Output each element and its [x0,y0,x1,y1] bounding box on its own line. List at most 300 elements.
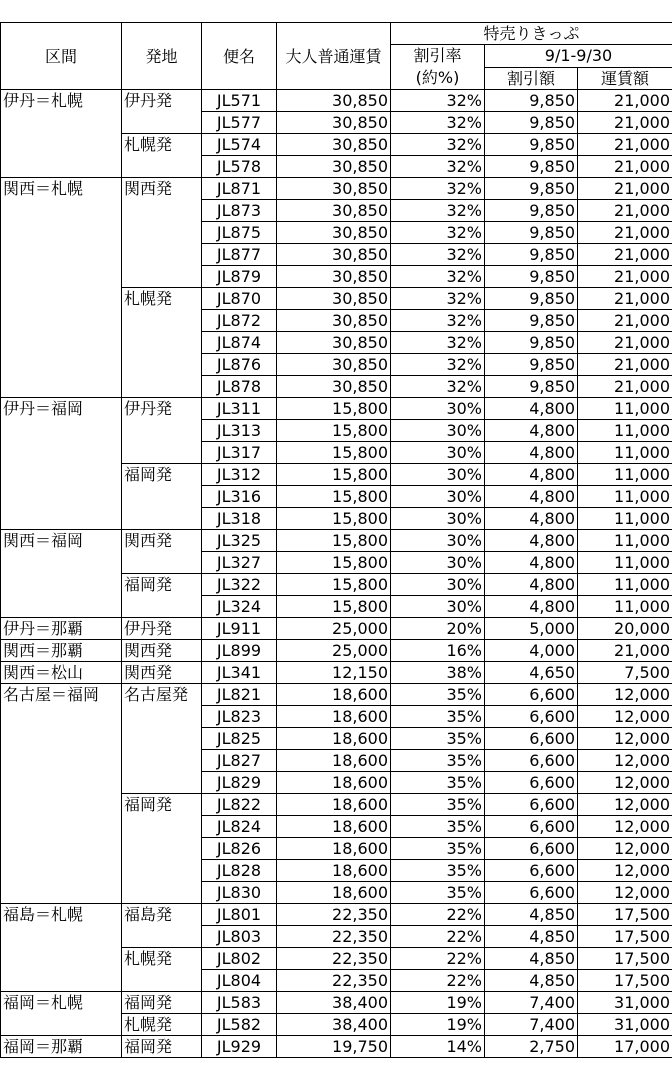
adult-fare-cell: 18,600 [277,750,391,772]
fare-amount-cell: 17,500 [578,904,672,926]
table-row [1,376,672,398]
section-cell: 福島＝札幌 [1,904,122,926]
flight-cell: JL327 [202,552,277,574]
section-cell [1,156,122,178]
flight-cell: JL822 [202,794,277,816]
table-row [1,882,672,904]
header-discount-rate-line2: (約%) [393,67,482,89]
discount-amount-cell: 4,800 [485,420,578,442]
flight-cell: JL311 [202,398,277,420]
fare-amount-cell: 21,000 [578,244,672,266]
table-row [1,926,672,948]
fare-amount-cell: 21,000 [578,222,672,244]
origin-cell: 名古屋発 [122,684,202,706]
fare-amount-cell: 21,000 [578,90,672,112]
fare-amount-cell: 21,000 [578,112,672,134]
adult-fare-cell: 25,000 [277,640,391,662]
section-cell [1,200,122,222]
origin-cell: 福島発 [122,904,202,926]
adult-fare-cell: 30,850 [277,376,391,398]
origin-cell: 福岡発 [122,574,202,596]
header-fare-amount: 運賃額 [578,67,672,90]
table-row [1,640,672,662]
flight-cell: JL801 [202,904,277,926]
flight-cell: JL871 [202,178,277,200]
section-cell [1,728,122,750]
discount-amount-cell: 4,800 [485,442,578,464]
discount-amount-cell: 7,400 [485,992,578,1014]
discount-rate-cell: 32% [391,156,485,178]
flight-cell: JL870 [202,288,277,310]
fare-amount-cell: 31,000 [578,1014,672,1036]
flight-cell: JL872 [202,310,277,332]
section-cell [1,508,122,530]
adult-fare-cell: 19,750 [277,1036,391,1058]
discount-amount-cell: 4,850 [485,926,578,948]
table-row [1,662,672,684]
section-cell [1,574,122,596]
origin-cell: 札幌発 [122,1014,202,1036]
header-discount-rate [391,45,485,90]
section-cell [1,596,122,618]
discount-rate-cell: 32% [391,376,485,398]
origin-cell [122,112,202,134]
adult-fare-cell: 15,800 [277,530,391,552]
table-row [1,266,672,288]
fare-amount-cell: 21,000 [578,310,672,332]
flight-cell: JL877 [202,244,277,266]
table-row [1,398,672,420]
flight-cell: JL312 [202,464,277,486]
section-cell [1,794,122,816]
origin-cell [122,706,202,728]
adult-fare-cell: 18,600 [277,860,391,882]
flight-cell: JL318 [202,508,277,530]
adult-fare-cell: 22,350 [277,948,391,970]
flight-cell: JL824 [202,816,277,838]
table-row [1,750,672,772]
origin-cell [122,860,202,882]
fare-amount-cell: 12,000 [578,816,672,838]
adult-fare-cell: 22,350 [277,926,391,948]
section-cell [1,332,122,354]
table-row [1,772,672,794]
table-row [1,310,672,332]
fare-amount-cell: 11,000 [578,442,672,464]
origin-cell: 札幌発 [122,134,202,156]
fare-amount-cell: 21,000 [578,288,672,310]
discount-amount-cell: 6,600 [485,772,578,794]
origin-cell [122,200,202,222]
discount-rate-cell: 35% [391,838,485,860]
flight-cell: JL827 [202,750,277,772]
discount-amount-cell: 4,800 [485,508,578,530]
adult-fare-cell: 18,600 [277,794,391,816]
discount-amount-cell: 6,600 [485,684,578,706]
origin-cell [122,772,202,794]
fare-amount-cell: 17,000 [578,1036,672,1058]
table-row [1,134,672,156]
adult-fare-cell: 30,850 [277,200,391,222]
table-row [1,860,672,882]
adult-fare-cell: 15,800 [277,508,391,530]
origin-cell [122,332,202,354]
table-row [1,684,672,706]
discount-amount-cell: 5,000 [485,618,578,640]
discount-rate-cell: 30% [391,596,485,618]
fare-amount-cell: 12,000 [578,728,672,750]
discount-amount-cell: 9,850 [485,332,578,354]
adult-fare-cell: 22,350 [277,970,391,992]
fare-amount-cell: 17,500 [578,948,672,970]
discount-amount-cell: 9,850 [485,354,578,376]
flight-cell: JL899 [202,640,277,662]
fare-table-body [1,90,672,1058]
origin-cell: 札幌発 [122,288,202,310]
table-row [1,618,672,640]
origin-cell: 福岡発 [122,1036,202,1058]
flight-cell: JL583 [202,992,277,1014]
discount-rate-cell: 32% [391,178,485,200]
fare-amount-cell: 11,000 [578,486,672,508]
discount-rate-cell: 35% [391,706,485,728]
origin-cell [122,156,202,178]
fare-amount-cell: 12,000 [578,772,672,794]
fare-amount-cell: 12,000 [578,838,672,860]
fare-amount-cell: 11,000 [578,464,672,486]
flight-cell: JL821 [202,684,277,706]
discount-rate-cell: 16% [391,640,485,662]
discount-rate-cell: 30% [391,420,485,442]
discount-amount-cell: 4,800 [485,596,578,618]
discount-amount-cell: 9,850 [485,310,578,332]
flight-cell: JL873 [202,200,277,222]
section-cell [1,266,122,288]
adult-fare-cell: 38,400 [277,992,391,1014]
flight-cell: JL803 [202,926,277,948]
section-cell [1,552,122,574]
section-cell [1,310,122,332]
adult-fare-cell: 15,800 [277,552,391,574]
flight-cell: JL804 [202,970,277,992]
flight-cell: JL823 [202,706,277,728]
discount-rate-cell: 38% [391,662,485,684]
table-row [1,574,672,596]
adult-fare-cell: 12,150 [277,662,391,684]
table-row [1,508,672,530]
section-cell [1,750,122,772]
discount-amount-cell: 4,800 [485,552,578,574]
origin-cell: 札幌発 [122,948,202,970]
adult-fare-cell: 22,350 [277,904,391,926]
discount-amount-cell: 9,850 [485,376,578,398]
discount-amount-cell: 9,850 [485,288,578,310]
discount-rate-cell: 35% [391,794,485,816]
table-row [1,112,672,134]
section-cell [1,816,122,838]
origin-cell [122,222,202,244]
origin-cell: 福岡発 [122,794,202,816]
fare-amount-cell: 7,500 [578,662,672,684]
discount-amount-cell: 6,600 [485,794,578,816]
discount-rate-cell: 32% [391,332,485,354]
flight-cell: JL828 [202,860,277,882]
header-origin: 発地 [122,23,202,90]
discount-rate-cell: 32% [391,200,485,222]
discount-rate-cell: 30% [391,398,485,420]
section-cell [1,354,122,376]
discount-amount-cell: 2,750 [485,1036,578,1058]
section-cell [1,838,122,860]
origin-cell [122,508,202,530]
fare-amount-cell: 12,000 [578,750,672,772]
discount-rate-cell: 30% [391,530,485,552]
table-row [1,1036,672,1058]
flight-cell: JL313 [202,420,277,442]
origin-cell: 関西発 [122,662,202,684]
discount-amount-cell: 9,850 [485,156,578,178]
fare-amount-cell: 12,000 [578,794,672,816]
discount-rate-cell: 22% [391,926,485,948]
discount-rate-cell: 32% [391,354,485,376]
fare-table [0,22,672,1058]
fare-amount-cell: 12,000 [578,860,672,882]
discount-rate-cell: 22% [391,948,485,970]
origin-cell [122,420,202,442]
section-cell: 伊丹＝福岡 [1,398,122,420]
table-row [1,288,672,310]
flight-cell: JL341 [202,662,277,684]
discount-rate-cell: 30% [391,552,485,574]
origin-cell: 関西発 [122,178,202,200]
fare-amount-cell: 17,500 [578,926,672,948]
flight-cell: JL577 [202,112,277,134]
header-period: 9/1-9/30 [485,45,672,68]
origin-cell [122,838,202,860]
flight-cell: JL874 [202,332,277,354]
section-cell: 名古屋＝福岡 [1,684,122,706]
flight-cell: JL825 [202,728,277,750]
discount-rate-cell: 35% [391,728,485,750]
table-row [1,706,672,728]
fare-amount-cell: 11,000 [578,530,672,552]
discount-amount-cell: 6,600 [485,838,578,860]
table-row [1,420,672,442]
section-cell [1,222,122,244]
origin-cell: 伊丹発 [122,618,202,640]
flight-cell: JL578 [202,156,277,178]
origin-cell: 関西発 [122,640,202,662]
section-cell: 関西＝松山 [1,662,122,684]
adult-fare-cell: 25,000 [277,618,391,640]
header-discount-amount: 割引額 [485,67,578,90]
discount-amount-cell: 4,800 [485,574,578,596]
table-row [1,464,672,486]
origin-cell: 関西発 [122,530,202,552]
discount-rate-cell: 32% [391,288,485,310]
fare-amount-cell: 20,000 [578,618,672,640]
adult-fare-cell: 18,600 [277,772,391,794]
discount-amount-cell: 4,000 [485,640,578,662]
flight-cell: JL324 [202,596,277,618]
adult-fare-cell: 30,850 [277,266,391,288]
discount-amount-cell: 6,600 [485,750,578,772]
table-row [1,970,672,992]
adult-fare-cell: 30,850 [277,244,391,266]
discount-amount-cell: 6,600 [485,860,578,882]
origin-cell [122,442,202,464]
discount-amount-cell: 6,600 [485,882,578,904]
origin-cell [122,926,202,948]
discount-amount-cell: 4,650 [485,662,578,684]
origin-cell [122,750,202,772]
discount-amount-cell: 9,850 [485,222,578,244]
adult-fare-cell: 38,400 [277,1014,391,1036]
discount-rate-cell: 22% [391,970,485,992]
section-cell [1,882,122,904]
section-cell: 関西＝那覇 [1,640,122,662]
fare-amount-cell: 31,000 [578,992,672,1014]
discount-amount-cell: 4,800 [485,464,578,486]
discount-rate-cell: 14% [391,1036,485,1058]
flight-cell: JL929 [202,1036,277,1058]
table-row [1,332,672,354]
origin-cell: 福岡発 [122,992,202,1014]
fare-amount-cell: 21,000 [578,640,672,662]
adult-fare-cell: 18,600 [277,816,391,838]
table-row [1,596,672,618]
discount-amount-cell: 9,850 [485,266,578,288]
discount-rate-cell: 35% [391,750,485,772]
origin-cell [122,354,202,376]
adult-fare-cell: 18,600 [277,838,391,860]
section-cell [1,926,122,948]
adult-fare-cell: 15,800 [277,442,391,464]
adult-fare-cell: 30,850 [277,354,391,376]
adult-fare-cell: 30,850 [277,222,391,244]
adult-fare-cell: 30,850 [277,156,391,178]
adult-fare-cell: 15,800 [277,574,391,596]
section-cell [1,288,122,310]
origin-cell [122,728,202,750]
adult-fare-cell: 15,800 [277,398,391,420]
discount-rate-cell: 19% [391,1014,485,1036]
discount-amount-cell: 6,600 [485,816,578,838]
discount-amount-cell: 4,800 [485,398,578,420]
discount-amount-cell: 9,850 [485,112,578,134]
fare-amount-cell: 12,000 [578,684,672,706]
flight-cell: JL316 [202,486,277,508]
table-row [1,816,672,838]
discount-rate-cell: 32% [391,244,485,266]
origin-cell [122,266,202,288]
discount-amount-cell: 9,850 [485,200,578,222]
discount-rate-cell: 30% [391,574,485,596]
origin-cell: 福岡発 [122,464,202,486]
adult-fare-cell: 30,850 [277,310,391,332]
flight-cell: JL317 [202,442,277,464]
origin-cell [122,596,202,618]
discount-amount-cell: 6,600 [485,728,578,750]
adult-fare-cell: 30,850 [277,178,391,200]
section-cell: 福岡＝那覇 [1,1036,122,1058]
flight-cell: JL829 [202,772,277,794]
table-row [1,486,672,508]
origin-cell: 伊丹発 [122,398,202,420]
table-row [1,222,672,244]
flight-cell: JL574 [202,134,277,156]
header-special-ticket: 特売りきっぷ [391,23,672,45]
discount-rate-cell: 32% [391,222,485,244]
discount-amount-cell: 9,850 [485,178,578,200]
discount-rate-cell: 30% [391,442,485,464]
flight-cell: JL879 [202,266,277,288]
adult-fare-cell: 18,600 [277,706,391,728]
table-row [1,728,672,750]
adult-fare-cell: 18,600 [277,728,391,750]
section-cell [1,486,122,508]
fare-amount-cell: 11,000 [578,596,672,618]
flight-cell: JL830 [202,882,277,904]
fare-amount-cell: 12,000 [578,882,672,904]
fare-amount-cell: 17,500 [578,970,672,992]
discount-rate-cell: 35% [391,684,485,706]
section-cell [1,464,122,486]
fare-amount-cell: 21,000 [578,354,672,376]
table-row [1,200,672,222]
adult-fare-cell: 15,800 [277,596,391,618]
table-row [1,244,672,266]
header-discount-rate-line1: 割引率 [393,45,482,67]
discount-rate-cell: 30% [391,464,485,486]
section-cell [1,860,122,882]
discount-rate-cell: 22% [391,904,485,926]
fare-amount-cell: 21,000 [578,134,672,156]
origin-cell [122,310,202,332]
flight-cell: JL878 [202,376,277,398]
discount-rate-cell: 30% [391,486,485,508]
origin-cell [122,970,202,992]
origin-cell: 伊丹発 [122,90,202,112]
adult-fare-cell: 18,600 [277,684,391,706]
table-row [1,1014,672,1036]
adult-fare-cell: 30,850 [277,288,391,310]
adult-fare-cell: 30,850 [277,112,391,134]
discount-rate-cell: 32% [391,310,485,332]
discount-amount-cell: 9,850 [485,134,578,156]
section-cell [1,1014,122,1036]
adult-fare-cell: 30,850 [277,332,391,354]
discount-amount-cell: 4,800 [485,486,578,508]
flight-cell: JL325 [202,530,277,552]
section-cell: 伊丹＝那覇 [1,618,122,640]
fare-amount-cell: 11,000 [578,552,672,574]
table-row [1,948,672,970]
section-cell: 福岡＝札幌 [1,992,122,1014]
discount-amount-cell: 4,850 [485,904,578,926]
table-row [1,90,672,112]
origin-cell [122,882,202,904]
section-cell [1,134,122,156]
table-row [1,794,672,816]
section-cell [1,376,122,398]
section-cell [1,244,122,266]
flight-cell: JL826 [202,838,277,860]
fare-amount-cell: 11,000 [578,574,672,596]
fare-amount-cell: 21,000 [578,200,672,222]
adult-fare-cell: 15,800 [277,420,391,442]
discount-amount-cell: 4,850 [485,970,578,992]
